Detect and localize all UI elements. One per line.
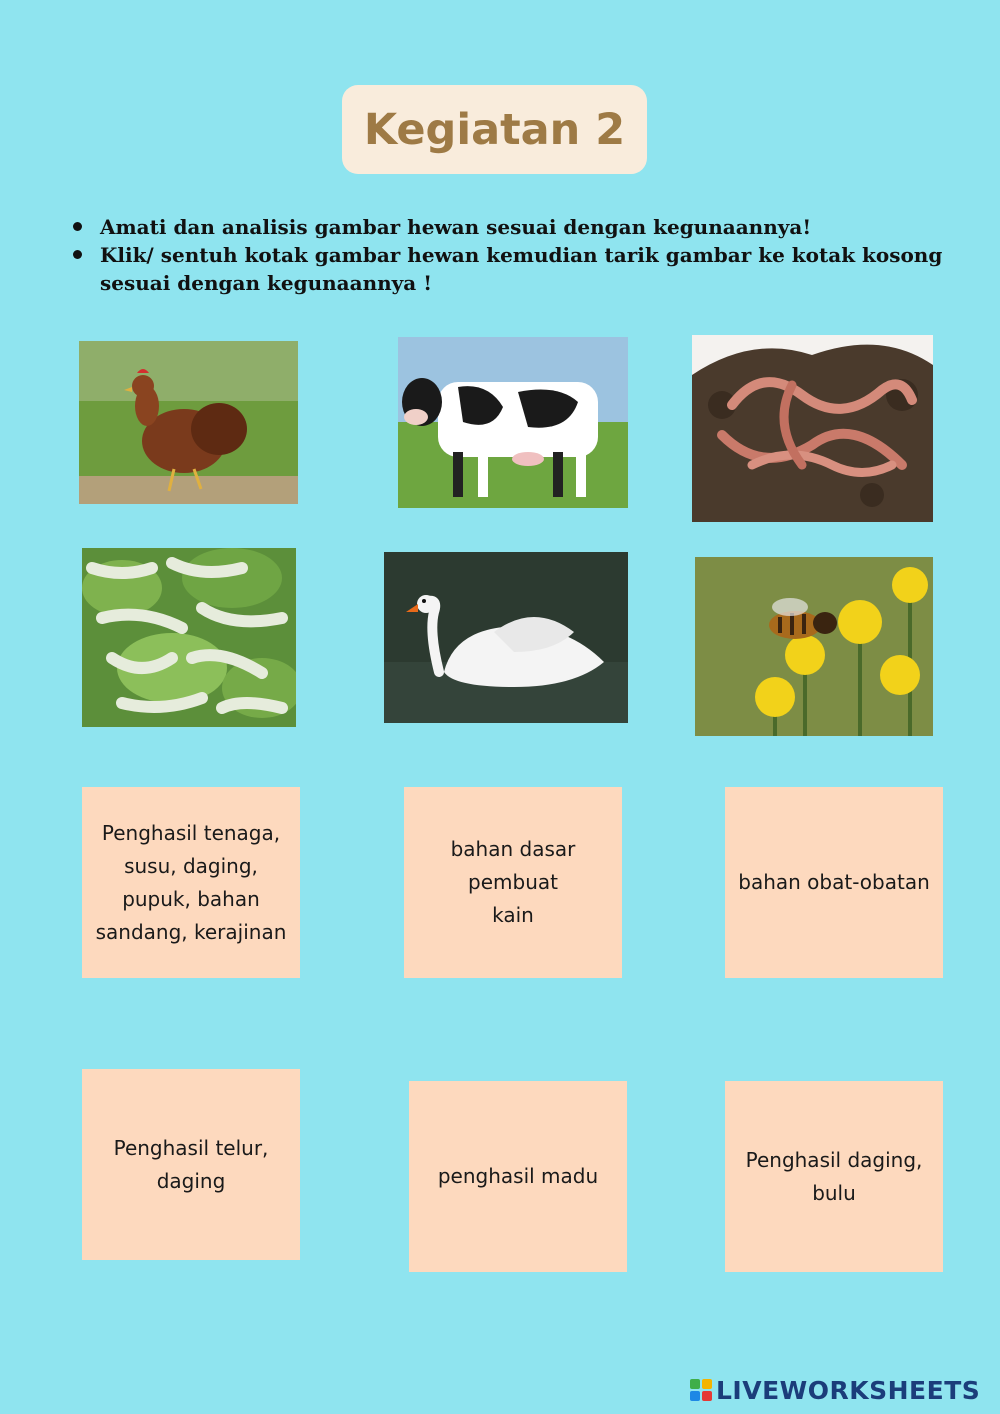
instruction-text: Amati dan analisis gambar hewan sesuai dengan kegunaannya! <box>100 215 812 239</box>
answer-card[interactable]: penghasil madu <box>409 1081 627 1272</box>
bullet-icon <box>73 250 82 259</box>
page-title: Kegiatan 2 <box>363 104 626 155</box>
answer-card[interactable]: Penghasil daging, bulu <box>725 1081 943 1272</box>
liveworksheets-logo-icon <box>690 1379 712 1401</box>
cow-image[interactable] <box>398 337 628 508</box>
instruction-text: Klik/ sentuh kotak gambar hewan kemudian tarik gambar ke kotak kosong sesuai dengan kegunaannya ! <box>100 243 943 295</box>
answer-card[interactable]: Penghasil telur, daging <box>82 1069 300 1260</box>
answer-card[interactable]: bahan dasar pembuat kain <box>404 787 622 978</box>
instructions-list <box>70 213 970 297</box>
answer-card[interactable]: bahan obat-obatan <box>725 787 943 978</box>
bee-image[interactable] <box>695 557 933 736</box>
chicken-image[interactable] <box>79 341 298 504</box>
swan-image[interactable] <box>384 552 628 723</box>
liveworksheets-brand[interactable] <box>690 1372 980 1408</box>
silkworms-image[interactable] <box>82 548 296 727</box>
answer-card[interactable]: Penghasil tenaga, susu, daging, pupuk, bahan sandang, kerajinan <box>82 787 300 978</box>
title-banner <box>342 85 647 174</box>
instruction-item <box>70 213 970 241</box>
bullet-icon <box>73 222 82 231</box>
brand-name: LIVEWORKSHEETS <box>716 1375 981 1405</box>
worms-image[interactable] <box>692 335 933 522</box>
instruction-item <box>70 241 970 297</box>
